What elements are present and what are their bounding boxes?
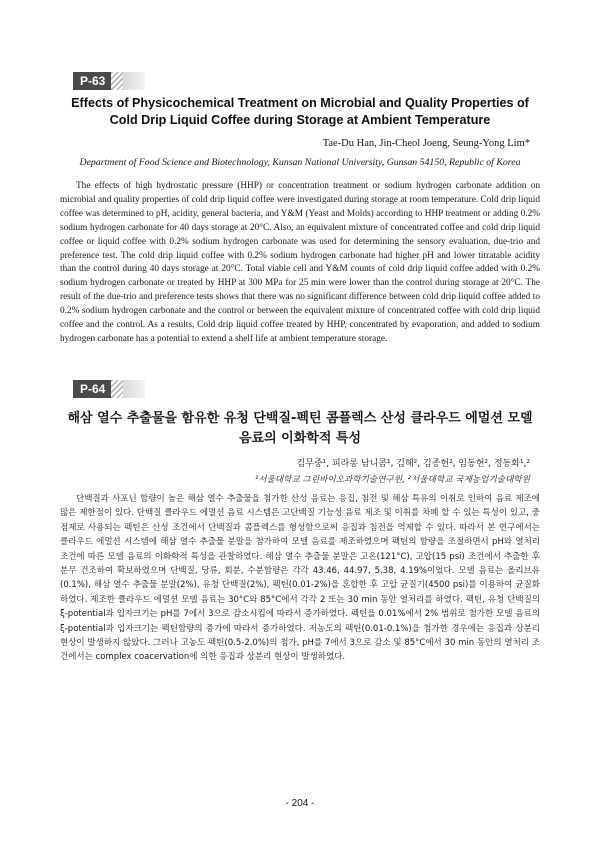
paper-title-ko: 해삼 열수 추출물을 함유한 유청 단백질-펙틴 콤플렉스 산성 클라우드 에멀션 모델 음료의 이화학적 특성 (67, 411, 533, 446)
abstract-ko: 단백질과 사포닌 함량이 높은 해삼 열수 추출물을 첨가한 산성 음료는 응집, 침전 및 해삼 특유의 이취로 인하여 음료 제조에 많은 제한점이 있다. 단백질 클라우드 에멀션 음료 시스템은 고단백질 기능성 음료 제조 및 이취를 차폐 할 수 있는 특성이 있고, 중점제로 사용되는 펙틴은 산성 조건에서 단백질과 콤플렉스를 형성함으로써 응집과 침전을 억제할 수 있다. 따라서 본 연구에서는 클라우드 에멀션 시스템에 해삼 열수 추출물 분말을 첨가하여 모델 음료를 제조하였으며 펙틴의 함량을 조절하면서 pH와 열처리 조건에 따른 모델 음료의 이화학적 특성을 관찰하였다. 해삼 열수 추출물 분말은 고온(121°C), 고압(15 psi) 조건에서 추출한 후 분무 건조하여 확보하였으며 단백질, 당류, 회분, 수분함량은 각각 43.46, 44.97, 5.38, 4.19%이었다. 모델 음료는 올리브유(0.1%), 해삼 열수 추출물 분말(2%), 유청 단백질(2%), 펙틴(0.01-2%)을 혼합한 후 고압 균질기(4500 psi)를 이용하여 균질화하였다. 제조한 클라우드 에멀션 모델 음료는 30°C와 85°C에서 각각 2 또는 30 min 동안 열처리를 하였다. 펙틴, 유청 단백질의 ξ-potential과 입자크기는 pH를 7에서 3으로 감소시킴에 따라서 증가하였다. 펙틴을 0.01%에서 2% 범위로 첨가한 모델 음료의 ξ-potential과 입자크기는 펙틴함량의 증가에 따라서 증가하였다. 저농도의 펙틴(0.01-0.1%)을 첨가한 경우에는 응집과 상분리 현상이 발생하지 않았다. 그러나 고농도 펙틴(0.5-2.0%)의 첨가, pH를 7에서 3으로 감소 및 85°C에서 30 min 동안의 열처리 조건에서는 complex coacervation에 의한 응집과 상분리 현상이 발생하였다. (60, 494, 540, 663)
author-list-ko: 김무중¹, 피라롱 남니콤¹, 김해², 김종헌², 임동현², 정동화¹,² (296, 459, 530, 469)
tag-tail-decoration (123, 72, 145, 90)
section-tag-p63 (73, 72, 145, 90)
abstract-en: The effects of high hydrostatic pressure (HHP) or concentration treatment or sodium hydrogen carbonate addition on microbial and quality properties of cold drip liquid coffee were investigated during storage at room temperature. Cold drip liquid coffee was determined to pH, acidity, general bacteria, and Y&M (Yeast and Molds) according to HHP treatment or adding 0.2% sodium hydrogen carbonate for 40 days storage at 20°C. Also, an equivalent mixture of concentrated coffee and cold drip liquid coffee or liquid coffee with 0.2% sodium hydrogen carbonate was used for determining the sensory evaluation, due-trio and preference test. The cold drip liquid coffee with 0.2% sodium hydrogen carbonate had higher pH and lower titratable acidity than the control during 40 days storage at 20°C. Total viable cell and Y&M counts of cold drip liquid coffee added with 0.2% sodium hydrogen carbonate or treated by HHP at 300 MPa for 25 min were lower than the control during storage at 20°C. The result of the due-trio and preference tests shows that there was no significant difference between cold drip liquid coffee added to 0.2% sodium hydrogen carbonate and the control or between the equivalent mixture of concentrated coffee with cold drip liquid coffee and the control. As a results, Cold drip liquid coffee treated by HHP, concentrated by evaporation, and added to sodium hydrogen carbonate has a potential to extend a shelf life at ambient temperature storage. (60, 181, 540, 344)
page-number: - 204 - (285, 798, 315, 809)
tag-stripe-decoration (111, 380, 123, 398)
affiliation-en: Department of Food Science and Biotechnology, Kunsan National University, Gunsan 54150, Republic of Korea (79, 157, 521, 168)
section-tag-label: P-63 (73, 72, 111, 90)
tag-stripe-decoration (111, 72, 123, 90)
section-tag-label: P-64 (73, 380, 111, 398)
author-list-en: Tae-Du Han, Jin-Cheol Joeng, Seung-Yong Lim* (322, 138, 530, 149)
section-tag-p64 (73, 380, 145, 398)
tag-tail-decoration (123, 380, 145, 398)
affiliation-ko: ¹서울대학교 그린바이오과학기술연구원, ²서울대학교 국제농업기술대학원 (254, 475, 530, 485)
paper-title-en: Effects of Physicochemical Treatment on Microbial and Quality Properties of Cold Drip Liquid Coffee during Storage at Ambient Temperature (71, 96, 529, 127)
